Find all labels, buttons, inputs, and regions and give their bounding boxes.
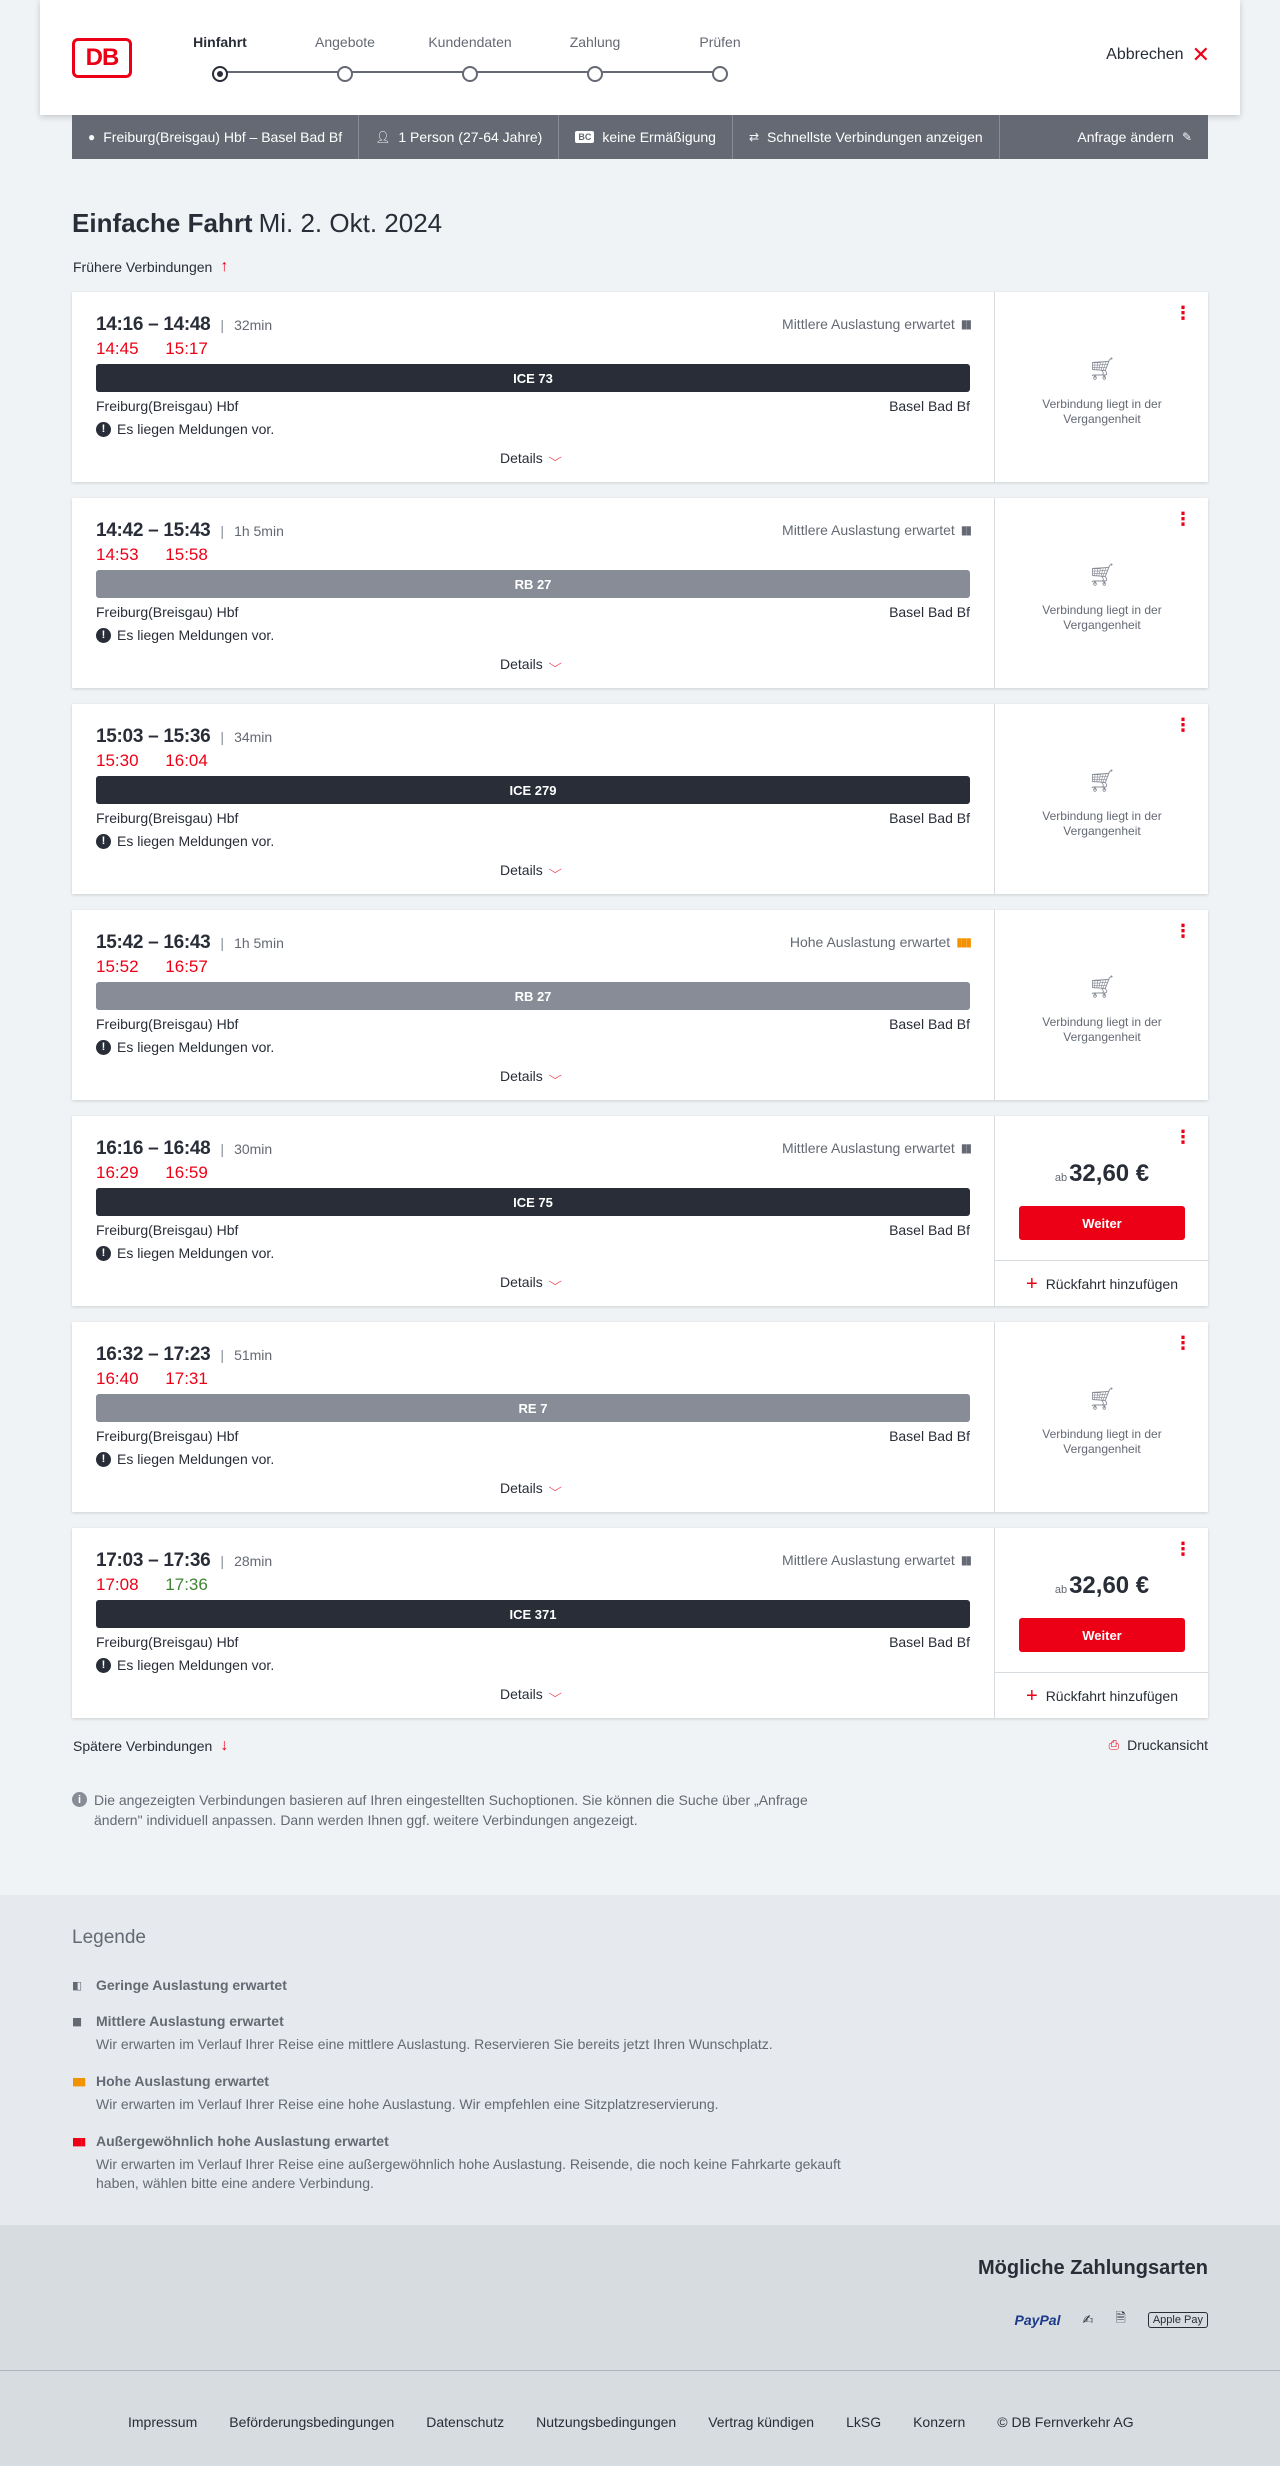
fastest-option[interactable] <box>749 115 1000 159</box>
train-bar[interactable]: ICE 371 <box>96 1600 970 1628</box>
connection-card <box>72 292 1208 482</box>
legend-item-medium <box>72 2013 852 2054</box>
step-label: Kundendaten <box>428 34 512 50</box>
separator: | <box>220 729 225 745</box>
details-toggle[interactable] <box>500 1686 562 1702</box>
occupancy-icon: ▮▮ <box>960 523 970 537</box>
step-label: Zahlung <box>569 34 621 50</box>
notice-message <box>96 1451 274 1467</box>
connection-info <box>96 292 970 482</box>
legend-item-high <box>72 2073 852 2114</box>
separator: | <box>220 1553 225 1569</box>
chevron-down-icon: ⌵ <box>548 1481 562 1494</box>
connection-times <box>96 932 284 954</box>
details-toggle[interactable] <box>500 862 562 878</box>
connection-card <box>72 1322 1208 1512</box>
details-label: Details <box>500 1686 543 1702</box>
progress-steps <box>190 34 790 84</box>
cart-unavailable-icon: 🛒︎ <box>1088 562 1116 587</box>
realtime-times <box>96 1369 230 1389</box>
offer-panel <box>994 292 1208 482</box>
connection-times <box>96 726 272 748</box>
footer-links <box>128 2414 1134 2430</box>
arrival-station: Basel Bad Bf <box>889 1428 970 1444</box>
departure-station: Freiburg(Breisgau) Hbf <box>96 1016 239 1032</box>
connection-card <box>72 704 1208 894</box>
notice-message <box>96 1657 274 1673</box>
notice-text: Es liegen Meldungen vor. <box>117 1451 275 1467</box>
offer-panel <box>994 1116 1208 1306</box>
footer-link-konzern[interactable]: Konzern <box>913 2414 966 2430</box>
departure-station: Freiburg(Breisgau) Hbf <box>96 810 239 826</box>
occupancy-icon: ▮▮ <box>960 1553 970 1567</box>
details-toggle[interactable] <box>500 1068 562 1084</box>
step-dot-icon <box>712 66 728 82</box>
realtime-times <box>96 1163 230 1183</box>
footer-link-nutzungsbedingungen[interactable]: Nutzungsbedingungen <box>536 2414 677 2430</box>
add-return-label: Rückfahrt hinzufügen <box>1045 1275 1178 1292</box>
arrival-station: Basel Bad Bf <box>889 604 970 620</box>
connection-info <box>96 910 970 1100</box>
edit-request-button[interactable] <box>1077 129 1192 145</box>
alert-icon: ! <box>96 1658 111 1673</box>
price <box>995 1572 1209 1600</box>
scheduled-times: 16:32 – 17:23 <box>96 1344 211 1365</box>
notice-message <box>96 1245 274 1261</box>
legend-item-title: Außergewöhnlich hohe Auslastung erwartet <box>96 2133 389 2149</box>
past-connection-text: Verbindung liegt in der Vergangenheit <box>1042 1427 1162 1456</box>
realtime-departure: 16:29 <box>96 1163 139 1182</box>
occupancy-indicator[interactable] <box>782 522 970 538</box>
occupancy-indicator[interactable] <box>782 1140 970 1156</box>
connection-times <box>96 314 272 336</box>
continue-button[interactable]: Weiter <box>1019 1206 1185 1240</box>
footer-link-lksg[interactable]: LkSG <box>846 2414 882 2430</box>
continue-button[interactable]: Weiter <box>1019 1618 1185 1652</box>
plus-icon: + <box>1026 1684 1038 1707</box>
search-info-note <box>72 1790 852 1830</box>
chevron-down-icon: ⌵ <box>548 451 562 464</box>
realtime-arrival: 16:59 <box>165 1163 208 1182</box>
step-dot-icon <box>587 66 603 82</box>
occupancy-indicator[interactable] <box>782 316 970 332</box>
departure-station: Freiburg(Breisgau) Hbf <box>96 1634 239 1650</box>
details-label: Details <box>500 450 543 466</box>
occupancy-text: Mittlere Auslastung erwartet <box>782 1552 955 1568</box>
occupancy-text: Mittlere Auslastung erwartet <box>782 522 955 538</box>
cart-unavailable-icon: 🛒︎ <box>1088 1386 1116 1411</box>
scheduled-times: 14:16 – 14:48 <box>96 314 211 335</box>
occupancy-low-icon: ▮▯ <box>72 1979 81 1992</box>
footer-link-datenschutz[interactable]: Datenschutz <box>426 2414 505 2430</box>
arrival-station: Basel Bad Bf <box>889 1222 970 1238</box>
step-label: Prüfen <box>699 34 741 50</box>
chevron-down-icon: ⌵ <box>548 657 562 670</box>
alert-icon: ! <box>96 628 111 643</box>
db-logo[interactable]: DB <box>72 38 132 78</box>
page-title <box>72 208 442 239</box>
footer <box>0 2370 1280 2466</box>
arrival-station: Basel Bad Bf <box>889 1016 970 1032</box>
more-options-icon[interactable]: ⋮ <box>1174 1539 1192 1559</box>
payment-title: Mögliche Zahlungsarten <box>977 2257 1208 2279</box>
price <box>995 1160 1209 1188</box>
separator: | <box>220 935 225 951</box>
realtime-times <box>96 339 230 359</box>
occupancy-icon: ▮▮ <box>960 1141 970 1155</box>
past-connection-text: Verbindung liegt in der Vergangenheit <box>1042 809 1162 838</box>
realtime-times <box>96 1575 230 1595</box>
persons-summary[interactable] <box>375 115 559 159</box>
connection-info <box>96 704 970 894</box>
occupancy-text: Mittlere Auslastung erwartet <box>782 1140 955 1156</box>
occupancy-icon: ▮▮▮ <box>956 935 970 949</box>
legend-item-title: Geringe Auslastung erwartet <box>96 1977 287 1993</box>
offer-panel <box>994 1528 1208 1718</box>
more-options-icon[interactable]: ⋮ <box>1174 509 1192 529</box>
realtime-times <box>96 751 230 771</box>
connection-times <box>96 520 284 542</box>
notice-text: Es liegen Meldungen vor. <box>117 627 275 643</box>
footer-link-befoerderungsbedingungen[interactable]: Beförderungsbedingungen <box>229 2414 395 2430</box>
add-return-trip-button[interactable] <box>995 1260 1209 1306</box>
duration: 1h 5min <box>234 523 284 539</box>
chevron-down-icon: ⌵ <box>548 1275 562 1288</box>
legend-item-desc: Wir erwarten im Verlauf Ihrer Reise eine hohe Auslastung. Wir empfehlen eine Sitzplatzreservierung. <box>96 2096 719 2112</box>
notice-message <box>96 833 274 849</box>
past-connection-text: Verbindung liegt in der Vergangenheit <box>1042 397 1162 426</box>
notice-message <box>96 421 274 437</box>
departure-station: Freiburg(Breisgau) Hbf <box>96 398 239 414</box>
duration: 1h 5min <box>234 935 284 951</box>
connection-info <box>96 498 970 688</box>
notice-text: Es liegen Meldungen vor. <box>117 1039 275 1055</box>
cancel-button[interactable] <box>1106 42 1210 67</box>
details-label: Details <box>500 862 543 878</box>
info-icon: i <box>72 1792 87 1807</box>
connection-card <box>72 1528 1208 1718</box>
step-label: Angebote <box>315 34 375 50</box>
notice-text: Es liegen Meldungen vor. <box>117 833 275 849</box>
alert-icon: ! <box>96 834 111 849</box>
discount-text: keine Ermäßigung <box>602 129 716 145</box>
connection-info <box>96 1116 970 1306</box>
step-pruefen <box>665 34 775 82</box>
earlier-label: Frühere Verbindungen <box>73 259 213 275</box>
bahncard-icon: BC <box>575 131 594 143</box>
details-label: Details <box>500 1480 543 1496</box>
realtime-departure: 16:40 <box>96 1369 139 1388</box>
more-options-icon[interactable]: ⋮ <box>1174 1333 1192 1353</box>
price-value: 32,60 € <box>1069 1160 1150 1187</box>
arrow-up-icon: ↑ <box>220 258 229 275</box>
direct-debit-icon: ✍︎ <box>1082 2312 1094 2327</box>
footer-link-impressum[interactable]: Impressum <box>128 2414 198 2430</box>
scheduled-times: 14:42 – 15:43 <box>96 520 211 541</box>
person-icon: 👤︎ <box>375 130 391 144</box>
footer-link-vertrag-kuendigen[interactable]: Vertrag kündigen <box>708 2414 815 2430</box>
chevron-down-icon: ⌵ <box>548 863 562 876</box>
train-bar[interactable]: RE 7 <box>96 1394 970 1422</box>
edit-request-label: Anfrage ändern <box>1077 129 1174 145</box>
realtime-departure: 14:45 <box>96 339 139 358</box>
persons-text: 1 Person (27-64 Jahre) <box>398 129 543 145</box>
train-bar[interactable]: RB 27 <box>96 570 970 598</box>
step-dot-icon <box>212 66 228 82</box>
pencil-icon: ✎ <box>1181 130 1192 144</box>
separator: | <box>220 523 225 539</box>
duration: 34min <box>234 729 273 745</box>
print-view-link[interactable] <box>1109 1737 1208 1753</box>
arrival-station: Basel Bad Bf <box>889 1634 970 1650</box>
step-dot-icon <box>462 66 478 82</box>
more-options-icon[interactable]: ⋮ <box>1174 1127 1192 1147</box>
scheduled-times: 17:03 – 17:36 <box>96 1550 211 1571</box>
details-toggle[interactable] <box>500 1274 562 1290</box>
step-angebote <box>290 34 400 82</box>
paypal-icon: PayPal <box>1014 2312 1061 2328</box>
alert-icon: ! <box>96 1040 111 1055</box>
printer-icon: ⎙ <box>1108 1737 1120 1752</box>
trip-date: Mi. 2. Okt. 2024 <box>258 208 443 238</box>
payment-methods <box>1015 2309 1208 2331</box>
occupancy-icon: ▮▮ <box>960 317 970 331</box>
train-bar[interactable]: ICE 73 <box>96 364 970 392</box>
notice-text: Es liegen Meldungen vor. <box>117 1657 275 1673</box>
train-bar[interactable]: ICE 279 <box>96 776 970 804</box>
close-icon: ✕ <box>1191 42 1210 67</box>
arrival-station: Basel Bad Bf <box>889 398 970 414</box>
realtime-times <box>96 957 230 977</box>
realtime-departure: 15:52 <box>96 957 139 976</box>
alert-icon: ! <box>96 1452 111 1467</box>
arrival-station: Basel Bad Bf <box>889 810 970 826</box>
notice-message <box>96 1039 274 1055</box>
separator: | <box>220 1141 225 1157</box>
offer-panel <box>994 1322 1208 1512</box>
trip-type: Einfache Fahrt <box>72 208 253 238</box>
legend-section <box>0 1895 1280 2225</box>
offer-panel <box>994 498 1208 688</box>
occupancy-indicator[interactable] <box>790 934 970 950</box>
price-prefix: ab <box>1054 1584 1068 1596</box>
connection-card <box>72 498 1208 688</box>
price-prefix: ab <box>1054 1172 1068 1184</box>
alert-icon: ! <box>96 1246 111 1261</box>
realtime-arrival: 17:36 <box>165 1575 208 1594</box>
print-label: Druckansicht <box>1127 1737 1208 1753</box>
realtime-departure: 17:08 <box>96 1575 139 1594</box>
more-options-icon[interactable]: ⋮ <box>1174 303 1192 323</box>
apple-pay-icon: Apple Pay <box>1148 2312 1208 2328</box>
departure-station: Freiburg(Breisgau) Hbf <box>96 1428 239 1444</box>
separator: | <box>220 1347 225 1363</box>
notice-text: Es liegen Meldungen vor. <box>117 1245 275 1261</box>
occupancy-extreme-icon: ▮▮▮ <box>72 2135 85 2148</box>
duration: 30min <box>234 1141 273 1157</box>
past-connection-text: Verbindung liegt in der Vergangenheit <box>1042 603 1162 632</box>
occupancy-indicator[interactable] <box>782 1552 970 1568</box>
offer-panel <box>994 704 1208 894</box>
scheduled-times: 15:42 – 16:43 <box>96 932 211 953</box>
cancel-label: Abbrechen <box>1106 46 1184 63</box>
step-kundendaten <box>415 34 525 82</box>
occupancy-text: Mittlere Auslastung erwartet <box>782 316 955 332</box>
realtime-arrival: 15:17 <box>165 339 208 358</box>
scheduled-times: 15:03 – 15:36 <box>96 726 211 747</box>
chevron-down-icon: ⌵ <box>548 1069 562 1082</box>
legend-item-desc: Wir erwarten im Verlauf Ihrer Reise eine mittlere Auslastung. Reservieren Sie bereits jetzt Ihren Wunschplatz. <box>96 2036 773 2052</box>
train-bar[interactable]: ICE 75 <box>96 1188 970 1216</box>
details-label: Details <box>500 656 543 672</box>
notice-message <box>96 627 274 643</box>
connection-card <box>72 910 1208 1100</box>
location-pin-icon: ● <box>88 130 96 144</box>
details-toggle[interactable] <box>500 1480 562 1496</box>
realtime-times <box>96 545 230 565</box>
connection-info <box>96 1528 970 1718</box>
info-text: Die angezeigten Verbindungen basieren auf Ihren eingestellten Suchoptionen. Sie können die Suche über „Anfrage ändern" individuell anpassen. Dann werden Ihnen ggf. weitere Verbindungen angezeigt. <box>94 1792 808 1828</box>
step-hinfahrt[interactable] <box>165 34 275 82</box>
duration: 32min <box>234 317 273 333</box>
legend-item-desc: Wir erwarten im Verlauf Ihrer Reise eine außergewöhnlich hohe Auslastung. Reisende, die noch keine Fahrkarte gekauft haben, wählen bitte eine andere Verbindung. <box>96 2156 841 2191</box>
realtime-arrival: 17:31 <box>165 1369 208 1388</box>
later-connections-link[interactable] <box>73 1737 228 1755</box>
more-options-icon[interactable]: ⋮ <box>1174 715 1192 735</box>
alert-icon: ! <box>96 422 111 437</box>
details-toggle[interactable] <box>500 450 562 466</box>
legend-item-low <box>72 1977 852 1993</box>
fastest-text: Schnellste Verbindungen anzeigen <box>767 129 983 145</box>
occupancy-high-icon: ▮▮▮ <box>72 2075 85 2088</box>
chevron-down-icon: ⌵ <box>548 1687 562 1700</box>
payment-section <box>0 2225 1280 2370</box>
step-dot-icon <box>337 66 353 82</box>
later-label: Spätere Verbindungen <box>73 1738 213 1754</box>
legend-item-title: Hohe Auslastung erwartet <box>96 2073 269 2089</box>
step-zahlung <box>540 34 650 82</box>
realtime-departure: 14:53 <box>96 545 139 564</box>
connection-times <box>96 1550 272 1572</box>
details-label: Details <box>500 1274 543 1290</box>
add-return-label: Rückfahrt hinzufügen <box>1045 1687 1178 1704</box>
realtime-arrival: 15:58 <box>165 545 208 564</box>
realtime-arrival: 16:04 <box>165 751 208 770</box>
footer-copyright: © DB Fernverkehr AG <box>997 2414 1134 2430</box>
connection-times <box>96 1344 272 1366</box>
legend-item-title: Mittlere Auslastung erwartet <box>96 2013 284 2029</box>
scheduled-times: 16:16 – 16:48 <box>96 1138 211 1159</box>
add-return-trip-button[interactable] <box>995 1672 1209 1718</box>
notice-text: Es liegen Meldungen vor. <box>117 421 275 437</box>
plus-icon: + <box>1026 1272 1038 1295</box>
arrow-down-icon: ↓ <box>220 1737 229 1754</box>
step-label: Hinfahrt <box>193 34 247 50</box>
search-summary-bar <box>72 115 1208 159</box>
price-value: 32,60 € <box>1069 1572 1150 1599</box>
swap-arrows-icon: ⇄ <box>748 130 760 144</box>
offer-panel <box>994 910 1208 1100</box>
discount-summary[interactable] <box>575 115 733 159</box>
more-options-icon[interactable]: ⋮ <box>1174 921 1192 941</box>
past-connection-text: Verbindung liegt in der Vergangenheit <box>1042 1015 1162 1044</box>
connection-card <box>72 1116 1208 1306</box>
legend-item-extreme <box>72 2133 852 2193</box>
details-toggle[interactable] <box>500 656 562 672</box>
cart-unavailable-icon: 🛒︎ <box>1088 356 1116 381</box>
duration: 51min <box>234 1347 273 1363</box>
connection-info <box>96 1322 970 1512</box>
route-text: Freiburg(Breisgau) Hbf – Basel Bad Bf <box>103 129 343 145</box>
connection-times <box>96 1138 272 1160</box>
occupancy-text: Hohe Auslastung erwartet <box>789 934 951 950</box>
header <box>40 0 1240 115</box>
realtime-arrival: 16:57 <box>165 957 208 976</box>
train-bar[interactable]: RB 27 <box>96 982 970 1010</box>
occupancy-medium-icon: ▮▮ <box>72 2015 81 2028</box>
separator: | <box>220 317 225 333</box>
earlier-connections-link[interactable] <box>73 258 228 276</box>
realtime-departure: 15:30 <box>96 751 139 770</box>
route-summary[interactable] <box>88 115 359 159</box>
details-label: Details <box>500 1068 543 1084</box>
legend-title: Legende <box>72 1927 146 1948</box>
cart-unavailable-icon: 🛒︎ <box>1088 768 1116 793</box>
departure-station: Freiburg(Breisgau) Hbf <box>96 1222 239 1238</box>
invoice-icon: 🗎︎ <box>1115 2310 1126 2325</box>
departure-station: Freiburg(Breisgau) Hbf <box>96 604 239 620</box>
duration: 28min <box>234 1553 273 1569</box>
cart-unavailable-icon: 🛒︎ <box>1088 974 1116 999</box>
